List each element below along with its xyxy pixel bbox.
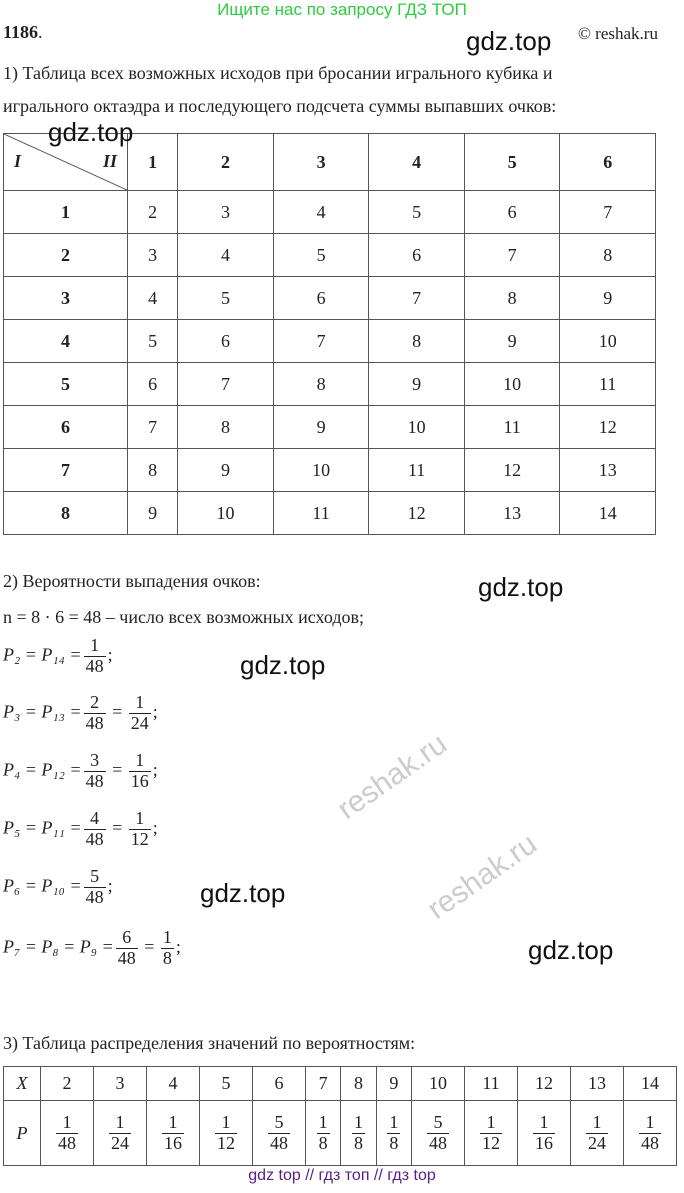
column-header: 5 [464,134,560,191]
column-header: 4 [369,134,465,191]
probability-formula: P₄ = P₁₂ = $\frac{3}{48}$ = $\frac{1}{16}$ ; [3,750,158,791]
table-cell: 9 [273,406,369,449]
table-row [4,277,656,320]
table-cell: 6 [178,320,274,363]
table-cell: 3 [178,191,274,234]
p-value [376,1101,411,1166]
probability-formula: P₂ = P₁₄ = $\frac{1}{48}$ ; [3,635,113,676]
x-value: 5 [200,1067,253,1101]
p-label: P [4,1101,41,1166]
formula-lhs: P₇ = P₈ = P₉ = [3,936,114,957]
table-row [4,363,656,406]
table-cell: 10 [273,449,369,492]
table-cell: 5 [273,234,369,277]
table-cell: 10 [369,406,465,449]
table-cell: 9 [560,277,656,320]
fraction: $\frac{1}{48}$ [640,1111,659,1153]
x-value: 7 [306,1067,341,1101]
table-row [4,320,656,363]
table-cell: 5 [178,277,274,320]
p-value [623,1101,676,1166]
table-cell: 11 [273,492,369,535]
watermark: gdz.top [478,572,564,602]
table-cell: 13 [464,492,560,535]
task-number-value: 1186 [3,22,39,42]
x-value: 12 [517,1067,570,1101]
table-row [4,449,656,492]
table-cell: 7 [560,191,656,234]
fraction: $\frac{5}{48}$ [270,1111,288,1153]
p-value [200,1101,253,1166]
formula-lhs: P₆ = P₁₀ = [3,875,82,896]
n-line: n = 8 · 6 = 48 – число всех возможных исходов; [3,607,364,627]
column-header: 1 [128,134,178,191]
table-cell: 13 [560,449,656,492]
table-cell: 11 [560,363,656,406]
distribution-table [3,1066,677,1166]
row-header: 8 [4,492,128,535]
x-value: 8 [341,1067,376,1101]
reshak-watermark: reshak.ru [331,727,453,826]
x-row [4,1067,677,1101]
p-value [147,1101,200,1166]
watermark: gdz.top [200,878,286,908]
table-cell: 11 [464,406,560,449]
watermark: gdz.top [48,117,134,147]
table-cell: 7 [128,406,178,449]
fraction: $\frac{1}{48}$ [85,635,104,676]
formula-lhs: P₄ = P₁₂ = [3,759,82,780]
fraction: $\frac{1}{16}$ [130,750,149,791]
table-cell: 9 [464,320,560,363]
table-cell: 7 [369,277,465,320]
corner-col-label: II [102,151,117,171]
table-cell: 7 [178,363,274,406]
corner-row-label: I [14,151,22,171]
watermark: gdz.top [528,935,614,965]
p-value [570,1101,623,1166]
table-cell: 2 [128,191,178,234]
table-cell: 8 [178,406,274,449]
row-header: 5 [4,363,128,406]
x-value: 6 [253,1067,306,1101]
table-cell: 8 [128,449,178,492]
watermark: gdz.top [466,26,552,56]
p-value [517,1101,570,1166]
p-value [464,1101,517,1166]
table-cell: 8 [369,320,465,363]
formula-lhs: P₂ = P₁₄ = [3,644,82,665]
x-value: 9 [376,1067,411,1101]
row-header: 4 [4,320,128,363]
fraction: $\frac{1}{8}$ [389,1111,399,1153]
table-cell: 5 [369,191,465,234]
table-cell: 12 [464,449,560,492]
probability-formula: P₅ = P₁₁ = $\frac{4}{48}$ = $\frac{1}{12}$ ; [3,808,158,849]
table-cell: 3 [128,234,178,277]
probability-formula: P₃ = P₁₃ = $\frac{2}{48}$ = $\frac{1}{24}$ ; [3,692,158,733]
table-cell: 10 [178,492,274,535]
fraction: $\frac{5}{48}$ [85,866,104,907]
table-cell: 9 [369,363,465,406]
table-cell: 9 [178,449,274,492]
row-header: 1 [4,191,128,234]
reshak-watermark: reshak.ru [421,827,543,926]
table-cell: 10 [560,320,656,363]
row-header: 3 [4,277,128,320]
fraction: $\frac{1}{24}$ [111,1111,129,1153]
fraction: $\frac{1}{12}$ [481,1111,500,1153]
part1-line1: 1) Таблица всех возможных исходов при бросании игрального кубика и [3,63,553,83]
formula-lhs: P₃ = P₁₃ = [3,701,82,722]
fraction: $\frac{2}{48}$ [85,692,104,733]
column-header: 2 [178,134,274,191]
table-cell: 8 [273,363,369,406]
probability-formula: P₇ = P₈ = P₉ = $\frac{6}{48}$ = $\frac{1}{8}$ ; [3,927,181,968]
table-cell: 6 [464,191,560,234]
table-cell: 12 [560,406,656,449]
fraction: $\frac{5}{48}$ [428,1111,447,1153]
x-value: 11 [464,1067,517,1101]
table-row [4,234,656,277]
table-cell: 4 [178,234,274,277]
column-header: 3 [273,134,369,191]
row-header: 7 [4,449,128,492]
fraction: $\frac{1}{8}$ [318,1111,328,1153]
p-value [341,1101,376,1166]
copyright: © reshak.ru [578,24,658,43]
task-number: 1186. [3,22,43,42]
fraction: $\frac{1}{24}$ [587,1111,606,1153]
p-value [306,1101,341,1166]
formula-lhs: P₅ = P₁₁ = [3,817,82,838]
p-value [94,1101,147,1166]
table-cell: 8 [560,234,656,277]
table-row [4,406,656,449]
table-cell: 7 [273,320,369,363]
fraction: $\frac{1}{8}$ [353,1111,363,1153]
fraction: $\frac{1}{24}$ [130,692,149,733]
table-cell: 7 [464,234,560,277]
row-header: 2 [4,234,128,277]
part1-line2: игрального октаэдра и последующего подсчета суммы выпавших очков: [3,96,557,116]
table-cell: 4 [273,191,369,234]
probability-formula: P₆ = P₁₀ = $\frac{5}{48}$ ; [3,866,113,907]
fraction: $\frac{3}{48}$ [85,750,104,791]
fraction: $\frac{1}{16}$ [164,1111,182,1153]
table-cell: 14 [560,492,656,535]
fraction: $\frac{6}{48}$ [117,927,136,968]
p-value [41,1101,94,1166]
x-value: 10 [411,1067,464,1101]
table-row [4,492,656,535]
fraction: $\frac{1}{16}$ [534,1111,553,1153]
search-banner[interactable]: Ищите нас по запросу ГДЗ ТОП [217,0,467,19]
column-header: 6 [560,134,656,191]
p-value [253,1101,306,1166]
x-value: 13 [570,1067,623,1101]
x-value: 14 [623,1067,676,1101]
p-value [411,1101,464,1166]
fraction: $\frac{1}{12}$ [217,1111,235,1153]
fraction: $\frac{4}{48}$ [85,808,104,849]
table-cell: 6 [273,277,369,320]
x-value: 2 [41,1067,94,1101]
fraction: $\frac{1}{12}$ [130,808,149,849]
p-row [4,1101,677,1166]
fraction: $\frac{1}{48}$ [58,1111,76,1153]
table-cell: 8 [464,277,560,320]
table-cell: 10 [464,363,560,406]
row-header: 6 [4,406,128,449]
table-cell: 9 [128,492,178,535]
table-cell: 5 [128,320,178,363]
fraction: $\frac{1}{8}$ [162,927,172,968]
table-cell: 12 [369,492,465,535]
table-row [4,191,656,234]
sum-outcomes-table [3,133,656,535]
footer-links[interactable]: gdz top // гдз топ // гдз top [248,1167,436,1184]
table-cell: 11 [369,449,465,492]
table-cell: 6 [369,234,465,277]
x-value: 3 [94,1067,147,1101]
part2-title: 2) Вероятности выпадения очков: [3,571,261,591]
table-cell: 6 [128,363,178,406]
x-value: 4 [147,1067,200,1101]
watermark: gdz.top [240,650,326,680]
table-cell: 4 [128,277,178,320]
part3-title: 3) Таблица распределения значений по вероятностям: [3,1033,416,1053]
x-label: X [4,1067,41,1101]
